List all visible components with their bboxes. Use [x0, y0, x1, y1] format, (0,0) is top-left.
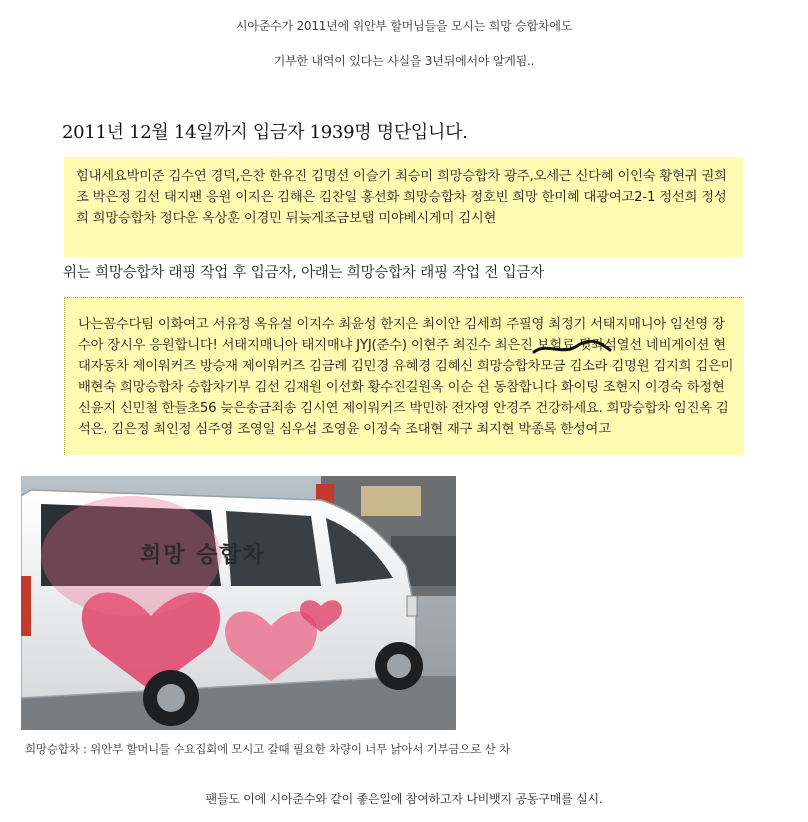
list-explanation: 위는 희망승합차 래핑 작업 후 입금자, 아래는 희망승합차 래핑 작업 전 입금자	[63, 265, 544, 281]
van-photo	[21, 476, 456, 730]
donor-names-before-part1: 나는꼼수다팀 이화여고 서유정 옥유설 이지수 최윤성 한지은 최이안 김세희 주필영 최정기 서태지매니아 임선영 장수아 장시우 응원합니다! 서태지매니아 태지매냐	[78, 317, 725, 353]
closing-text: 팬들도 이에 시아준수와 같이 좋은일에 참여하고자 나비뱃지 공동구매를 실시.	[205, 792, 603, 806]
donor-names-after: 힘내세요박미준 김수연 경덕,은찬 한유진 김명선 이슬기 최승미 희망승합차 광주,오세근 신다혜 이인숙 황현귀 권희조 박은정 김선 태지팬 응원 이지은 김해은 김찬일 홍선화 희망승합차 정호빈 희망 한미혜 대광여고2-1 정선희 정성희 희망승합차 정다운 옥상훈 이경민 뒤늦게조금보탭 미야베시게미 김시현	[76, 169, 727, 226]
donor-list-after-wrapping	[64, 157, 743, 257]
donor-names-before-part2: 이현주 최진수 최은진 보험료 뒷좌석열선 네비게이션 현대자동차 제이워커즈 방승재 제이워커즈 김금례 김민경 유혜경 김혜신 희망승합차모금 김소라 김명원 김지희 김은미 배현숙 희망승합차 승합차기부 김선 김재원 이선화 황수진길원옥 이순 쉰 동참합니다 화이팅 조현지 이경숙 하정현 신윤지 신민철 한들초56 늦은송금죄송 김시연 제이워커즈 박민하 전자영 안경주 건강하세요. 희망승합차 임진옥 김석은. 김은정 최인정 심주영 조영일 심우섭 조영윤 이정숙 조대현 재구 최지현 박종록 한성여고	[78, 338, 734, 437]
intro-line-2: 기부한 내역이 있다는 사실을 3년뒤에서야 알게됨..	[273, 54, 535, 68]
intro-line-1: 시아준수가 2011년에 위안부 할머님들을 모시는 희망 승합차에도	[235, 19, 573, 33]
jyj-highlight: JYJ(준수)	[356, 338, 407, 353]
donor-names-before	[78, 314, 734, 454]
underline-scribble	[532, 340, 612, 356]
photo-caption: 희망승합차 : 위안부 할머니들 수요집회에 모시고 갈때 필요한 차량이 너무 낡아서 기부금으로 산 차	[25, 742, 510, 756]
donor-list-heading: 2011년 12월 14일까지 입금자 1939명 명단입니다.	[62, 122, 468, 143]
van-label: 희망 승합차	[140, 543, 266, 568]
donor-list-before-wrapping	[64, 297, 744, 455]
